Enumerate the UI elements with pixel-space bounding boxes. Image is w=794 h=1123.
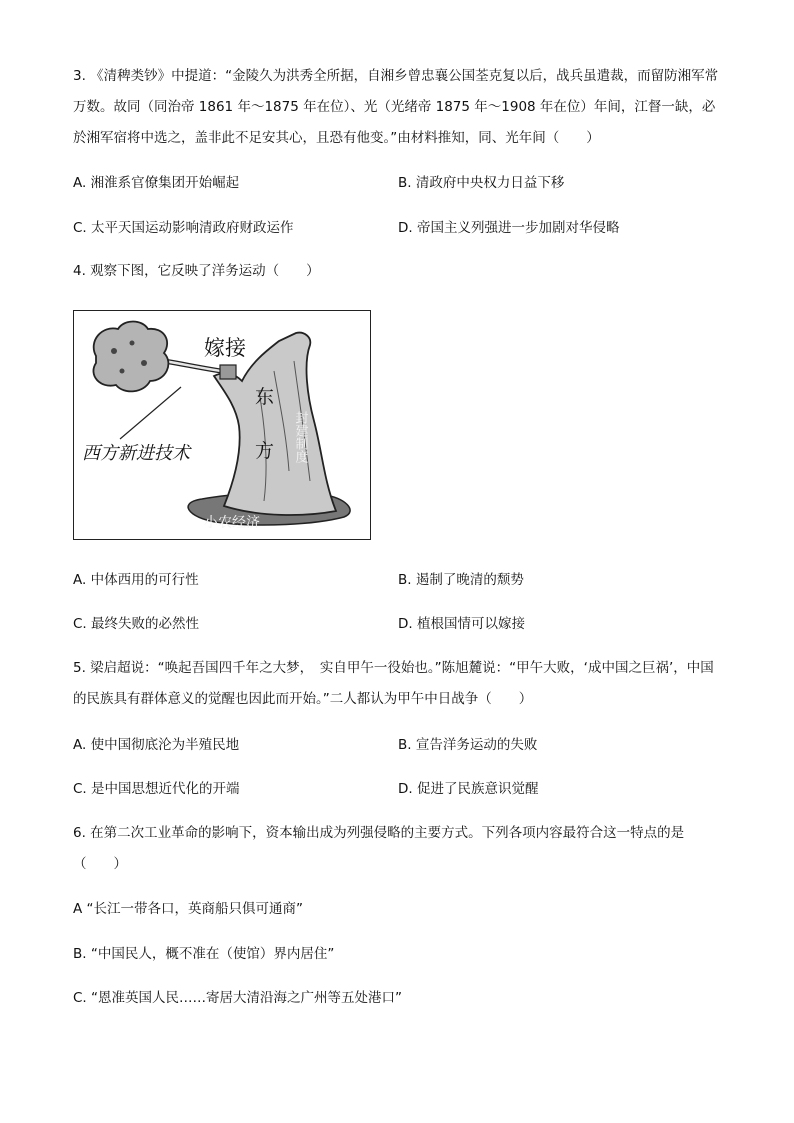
label-trunk: 封建制度: [292, 411, 308, 463]
foliage-dot: [130, 341, 135, 346]
question-6-option-c[interactable]: C. “恩准英国人民……寄居大清沿海之广州等五处港口”: [73, 990, 402, 1006]
graft-bandage: [220, 365, 236, 379]
pointer-line: [120, 387, 181, 439]
question-3-stem: 3. 《清稗类钞》中提道：“金陵久为洪秀全所据，自湘乡曾忠襄公国荃克复以后，战兵虽遣裁，而留防湘军常万数。故同（同治帝 1861 年～1875 年在位）、光（光绪帝 1875 年～1908 年在位）年间，江督一缺，必於湘军宿将中选之，盖非此不足安其心，且恐有他变。”由材料推知，同、光年间（ ）: [73, 68, 719, 146]
question-4-option-b[interactable]: B. 遏制了晚清的颓势: [398, 572, 524, 588]
label-graft: 嫁接: [204, 336, 246, 360]
label-west-tech: 西方新进技术: [82, 443, 190, 464]
grafted-tree-cartoon: [73, 310, 371, 540]
question-6-option-b[interactable]: B. “中国民人，概不准在（使馆）界内居住”: [73, 946, 335, 962]
question-3-option-b[interactable]: B. 清政府中央权力日益下移: [398, 175, 565, 191]
foliage-dot: [141, 360, 147, 366]
question-5-option-a[interactable]: A. 使中国彻底沦为半殖民地: [73, 737, 240, 753]
label-base: 小农经济: [204, 515, 260, 531]
label-fang: 方: [255, 440, 275, 462]
label-east: 东: [255, 386, 275, 408]
foliage-dot: [111, 348, 117, 354]
question-6-option-a[interactable]: A “长江一带各口，英商船只俱可通商”: [73, 901, 304, 917]
foliage-cluster: [93, 322, 168, 392]
question-4-option-a[interactable]: A. 中体西用的可行性: [73, 572, 199, 588]
question-3-option-a[interactable]: A. 湘淮系官僚集团开始崛起: [73, 175, 240, 191]
question-5-option-b[interactable]: B. 宣告洋务运动的失败: [398, 737, 538, 753]
question-3-option-d[interactable]: D. 帝国主义列强进一步加剧对华侵略: [398, 220, 620, 236]
question-5-option-d[interactable]: D. 促进了民族意识觉醒: [398, 781, 539, 797]
question-5-stem: 5. 梁启超说：“唤起吾国四千年之大梦， 实自甲午一役始也。”陈旭麓说：“甲午大败，‘成中国之巨祸’，中国的民族具有群体意义的觉醒也因此而开始。”二人都认为甲午中日战争（ ）: [73, 660, 714, 707]
cartoon-drawing: [74, 311, 370, 539]
question-3-option-c[interactable]: C. 太平天国运动影响清政府财政运作: [73, 220, 294, 236]
foliage-dot: [120, 369, 125, 374]
question-5-option-c[interactable]: C. 是中国思想近代化的开端: [73, 781, 240, 797]
question-4-option-d[interactable]: D. 植根国情可以嫁接: [398, 616, 525, 632]
question-4-stem: 4. 观察下图，它反映了洋务运动（ ）: [73, 263, 320, 279]
question-4-option-c[interactable]: C. 最终失败的必然性: [73, 616, 200, 632]
question-6-stem: 6. 在第二次工业革命的影响下，资本输出成为列强侵略的主要方式。下列各项内容最符合这一特点的是（ ）: [73, 825, 685, 872]
